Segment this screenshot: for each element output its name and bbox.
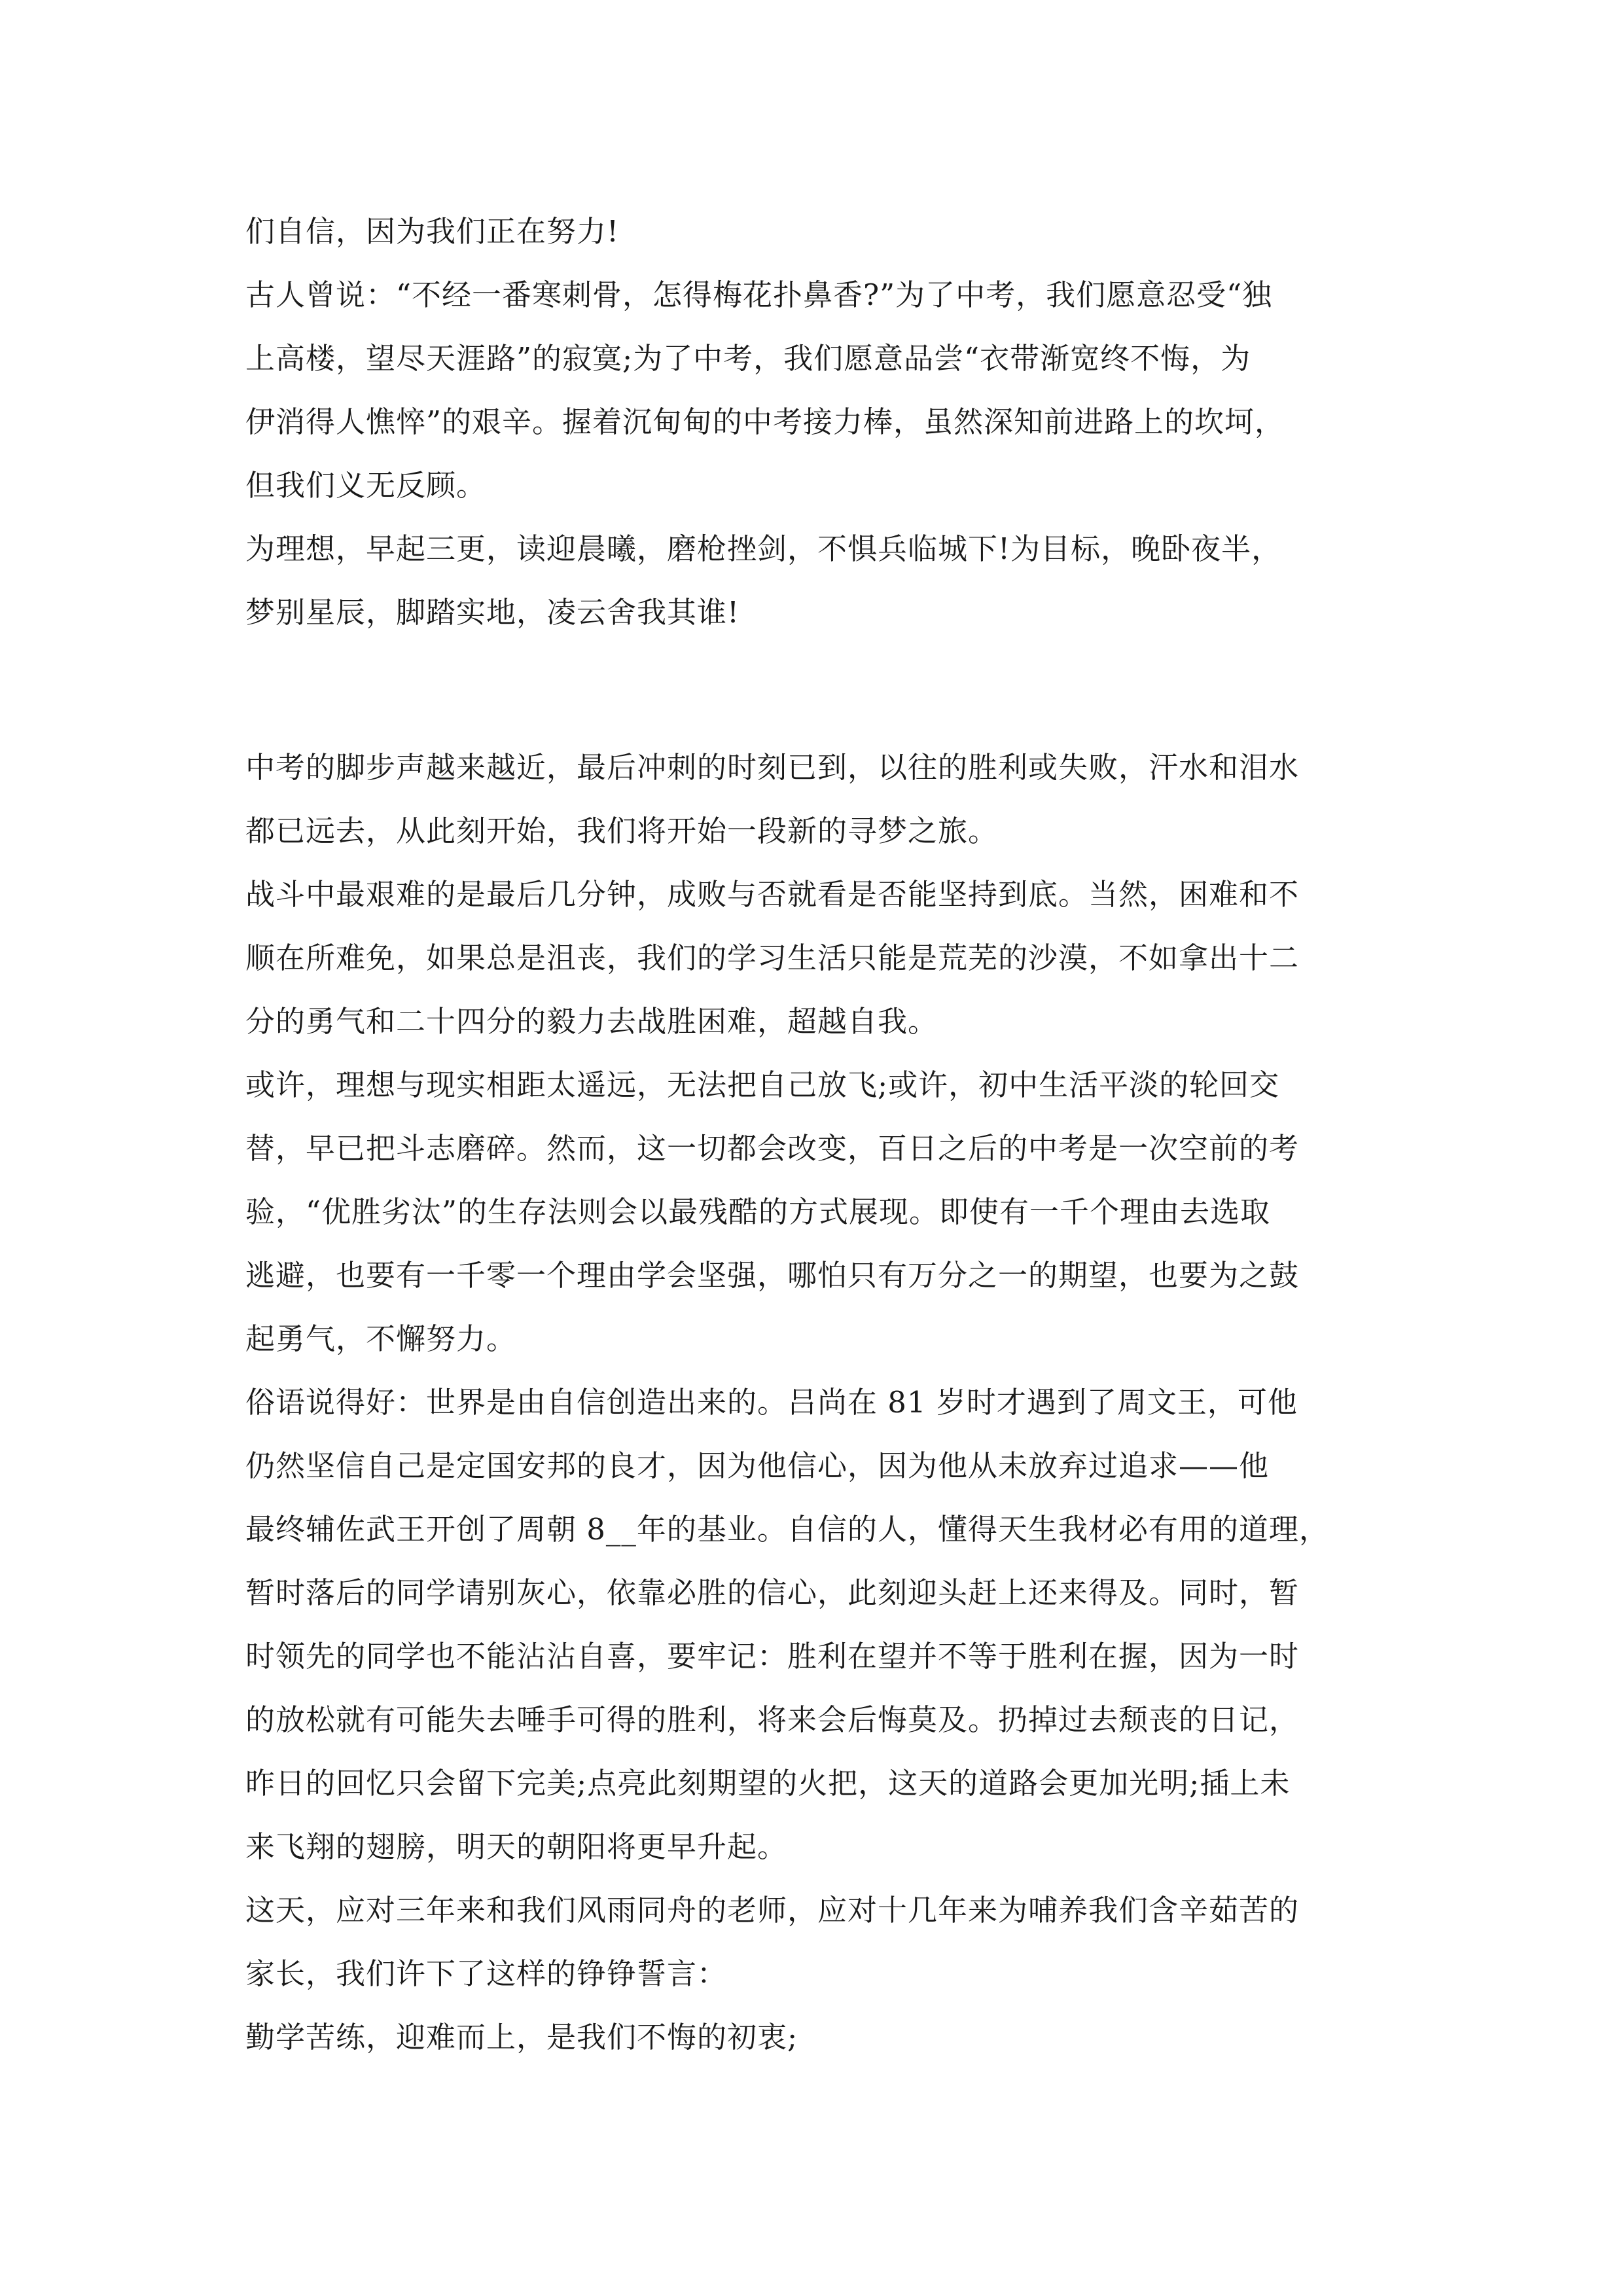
text-line: 勤学苦练，迎难而上，是我们不悔的初衷;	[245, 2020, 798, 2054]
text-line: 中考的脚步声越来越近，最后冲刺的时刻已到，以往的胜利或失败，汗水和泪水	[245, 750, 1300, 785]
text-line: 替，早已把斗志磨碎。然而，这一切都会改变，百日之后的中考是一次空前的考	[245, 1131, 1300, 1166]
text-line: 这天，应对三年来和我们风雨同舟的老师，应对十几年来为哺养我们含辛茹苦的	[245, 1893, 1300, 1928]
text-line: 家长，我们许下了这样的铮铮誓言：	[245, 1956, 728, 1991]
text-line: 上高楼，望尽天涯路”的寂寞;为了中考，我们愿意品尝“衣带渐宽终不悔，为	[245, 341, 1251, 376]
text-line: 昨日的回忆只会留下完美;点亮此刻期望的火把，这天的道路会更加光明;插上未	[245, 1766, 1291, 1801]
text-line: 的放松就有可能失去唾手可得的胜利，将来会后悔莫及。扔掉过去颓丧的日记，	[245, 1702, 1300, 1737]
text-line: 都已远去，从此刻开始，我们将开始一段新的寻梦之旅。	[245, 814, 999, 848]
text-line: 们自信，因为我们正在努力!	[245, 214, 620, 249]
text-line: 为理想，早起三更，读迎晨曦，磨枪挫剑，不惧兵临城下!为目标，晚卧夜半，	[245, 531, 1282, 566]
text-line: 来飞翔的翅膀，明天的朝阳将更早升起。	[245, 1829, 788, 1864]
section-gap	[245, 644, 1397, 736]
text-line: 伊消得人憔悴”的艰辛。握着沉甸甸的中考接力棒，虽然深知前进路上的坎坷，	[245, 404, 1285, 439]
text-line: 战斗中最艰难的是最后几分钟，成败与否就看是否能坚持到底。当然，困难和不	[245, 877, 1300, 912]
text-line: 暂时落后的同学请别灰心，依靠必胜的信心，此刻迎头赶上还来得及。同时，暂	[245, 1575, 1300, 1610]
text-line: 或许，理想与现实相距太遥远，无法把自己放飞;或许，初中生活平淡的轮回交	[245, 1067, 1280, 1102]
text-line: 最终辅佐武王开创了周朝 8__年的基业。自信的人，懂得天生我材必有用的道理，	[245, 1512, 1329, 1547]
text-line: 时领先的同学也不能沾沾自喜，要牢记：胜利在望并不等于胜利在握，因为一时	[245, 1639, 1300, 1674]
text-line: 仍然坚信自己是定国安邦的良才，因为他信心，因为他从未放弃过追求——他	[245, 1448, 1270, 1483]
text-line: 俗语说得好：世界是由自信创造出来的。吕尚在 81 岁时才遇到了周文王，可他	[245, 1385, 1298, 1420]
text-line: 梦别星辰，脚踏实地，凌云舍我其谁!	[245, 595, 740, 630]
text-line: 逃避，也要有一千零一个理由学会坚强，哪怕只有万分之一的期望，也要为之鼓	[245, 1258, 1300, 1293]
text-section-2	[245, 736, 1397, 2069]
text-section-1	[245, 200, 1397, 644]
text-line: 但我们义无反顾。	[245, 468, 487, 503]
text-line: 古人曾说：“不经一番寒刺骨，怎得梅花扑鼻香?”为了中考，我们愿意忍受“独	[245, 278, 1273, 312]
text-line: 起勇气，不懈努力。	[245, 1321, 517, 1356]
text-line: 顺在所难免，如果总是沮丧，我们的学习生活只能是荒芜的沙漠，不如拿出十二	[245, 941, 1300, 975]
text-line: 分的勇气和二十四分的毅力去战胜困难，超越自我。	[245, 1004, 938, 1039]
text-line: 验，“优胜劣汰”的生存法则会以最残酷的方式展现。即使有一千个理由去选取	[245, 1194, 1271, 1229]
document-body	[245, 200, 1397, 2069]
